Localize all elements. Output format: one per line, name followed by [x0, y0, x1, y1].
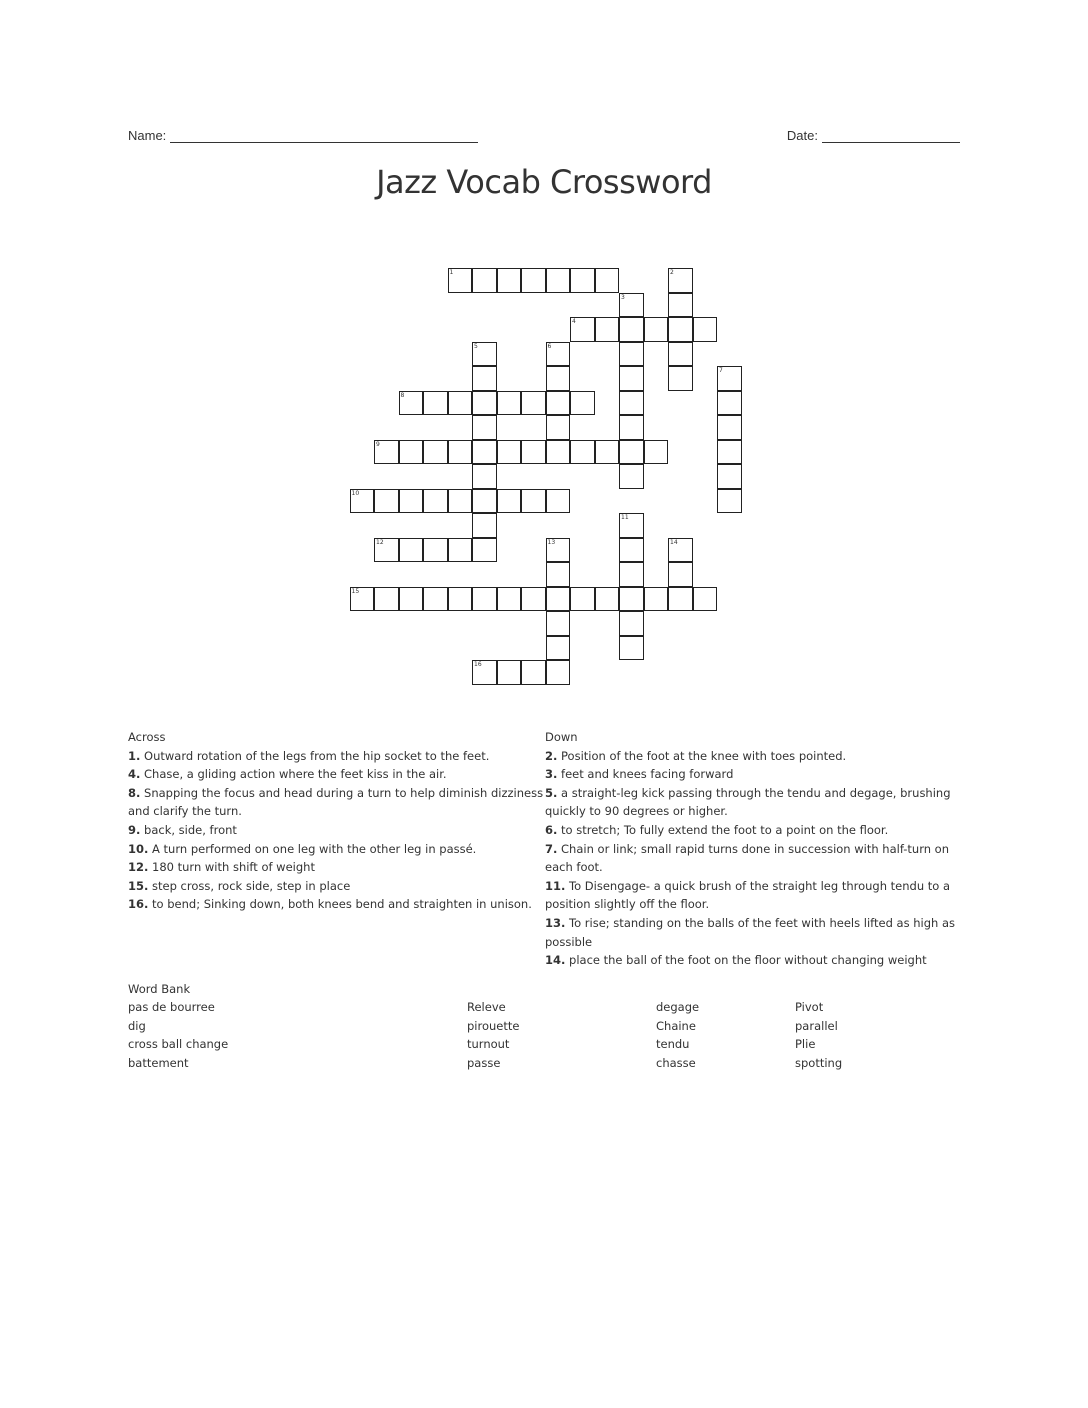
grid-cell[interactable]: [546, 391, 571, 416]
grid-cell[interactable]: [472, 415, 497, 440]
grid-cell[interactable]: [619, 562, 644, 587]
grid-cell[interactable]: [472, 587, 497, 612]
grid-cell[interactable]: [521, 268, 546, 293]
clue-text: To rise; standing on the balls of the feet with heels lifted as high as possible: [545, 915, 955, 949]
grid-cell[interactable]: [570, 587, 595, 612]
cell-number: 3: [621, 293, 625, 301]
cell-number: 6: [547, 342, 552, 350]
grid-cell[interactable]: [350, 587, 375, 612]
grid-cell[interactable]: [374, 489, 399, 514]
clue-number: 3.: [545, 767, 558, 782]
grid-cell[interactable]: [668, 268, 693, 293]
grid-cell[interactable]: [668, 342, 693, 367]
clue-number: 13.: [545, 915, 566, 930]
grid-cell[interactable]: [472, 513, 497, 538]
grid-cell[interactable]: [448, 538, 473, 563]
cell-number: 7: [719, 367, 723, 374]
across-clue: [128, 747, 548, 766]
grid-cell[interactable]: [472, 342, 497, 367]
cell-number: 2: [670, 269, 674, 276]
clue-number: 15.: [128, 878, 149, 893]
across-clue: [128, 858, 548, 877]
clue-number: 9.: [128, 822, 141, 837]
word-bank-item: degage: [656, 1000, 700, 1014]
grid-cell[interactable]: [521, 660, 546, 685]
grid-cell[interactable]: [546, 415, 571, 440]
grid-cell[interactable]: [619, 391, 644, 416]
clue-number: 10.: [128, 841, 149, 856]
clue-text: to stretch; To fully extend the foot to a point on the floor.: [557, 822, 889, 837]
clue-number: 16.: [128, 897, 149, 912]
word-bank-item: tendu: [656, 1037, 690, 1052]
clue-number: 12.: [128, 860, 149, 875]
grid-cell[interactable]: [546, 538, 571, 563]
word-bank-item: turnout: [467, 1037, 510, 1052]
grid-cell[interactable]: [497, 268, 522, 293]
word-bank-item: pas de bourree: [128, 1000, 215, 1014]
clue-number: 11.: [545, 878, 566, 893]
grid-cell[interactable]: [619, 538, 644, 563]
clue-text: Outward rotation of the legs from the hip socket to the feet.: [140, 748, 490, 763]
grid-cell[interactable]: [546, 587, 571, 612]
cell-number: 14: [670, 538, 678, 546]
grid-cell[interactable]: [619, 464, 644, 489]
cell-number: 11: [621, 514, 629, 521]
cell-number: 13: [547, 538, 556, 546]
down-clue: [545, 765, 965, 784]
grid-cell[interactable]: [717, 489, 742, 514]
across-clue: [128, 840, 548, 859]
word-bank-list: [128, 998, 960, 1078]
clue-text: feet and knees facing forward: [557, 767, 734, 782]
grid-cell[interactable]: [717, 366, 742, 391]
grid-cell[interactable]: [546, 562, 571, 587]
grid-cell[interactable]: [448, 391, 473, 416]
cell-number: 10: [351, 489, 360, 497]
grid-cell[interactable]: [399, 489, 424, 514]
grid-cell[interactable]: [423, 538, 448, 563]
grid-cell[interactable]: [570, 317, 595, 342]
grid-cell[interactable]: [497, 440, 522, 465]
grid-cell[interactable]: [399, 391, 424, 416]
clue-text: 180 turn with shift of weight: [148, 860, 315, 875]
grid-cell[interactable]: [497, 587, 522, 612]
word-bank: [128, 980, 960, 1078]
grid-cell[interactable]: [399, 440, 424, 465]
down-heading: Down: [545, 730, 578, 744]
cell-number: 4: [572, 318, 576, 325]
word-bank-item: chasse: [656, 1055, 696, 1070]
down-clue: [545, 914, 965, 951]
grid-cell[interactable]: [570, 391, 595, 416]
grid-cell[interactable]: [619, 513, 644, 538]
word-bank-item: spotting: [795, 1055, 843, 1070]
grid-cell[interactable]: [644, 587, 669, 612]
clue-text: to bend; Sinking down, both knees bend and straighten in unison.: [148, 897, 532, 912]
clue-number: 4.: [128, 767, 141, 782]
grid-cell[interactable]: [619, 587, 644, 612]
grid-cell[interactable]: [448, 489, 473, 514]
grid-cell[interactable]: [595, 587, 620, 612]
grid-cell[interactable]: [644, 317, 669, 342]
grid-cell[interactable]: [619, 636, 644, 661]
grid-cell[interactable]: [448, 587, 473, 612]
grid-cell[interactable]: [595, 317, 620, 342]
word-bank-item: Plie: [795, 1037, 816, 1052]
grid-cell[interactable]: [423, 391, 448, 416]
cell-number: 15: [351, 587, 360, 595]
word-bank-item: battement: [128, 1055, 189, 1070]
grid-cell[interactable]: [693, 587, 718, 612]
grid-cell[interactable]: [497, 660, 522, 685]
grid-cell[interactable]: [472, 464, 497, 489]
clue-number: 6.: [545, 822, 558, 837]
clue-text: A turn performed on one leg with the other leg in passé.: [148, 841, 477, 856]
grid-cell[interactable]: [668, 293, 693, 318]
grid-cell[interactable]: [570, 440, 595, 465]
grid-cell[interactable]: [546, 366, 571, 391]
grid-cell[interactable]: [619, 342, 644, 367]
grid-cell[interactable]: [472, 391, 497, 416]
grid-cell[interactable]: [521, 489, 546, 514]
down-clue: [545, 747, 965, 766]
grid-cell[interactable]: [521, 587, 546, 612]
grid-cell[interactable]: [472, 268, 497, 293]
grid-cell[interactable]: [472, 660, 497, 685]
across-clue: [128, 877, 548, 896]
across-clues: [128, 728, 548, 914]
grid-cell[interactable]: [399, 587, 424, 612]
word-bank-heading: Word Bank: [128, 982, 191, 996]
grid-cell[interactable]: [497, 391, 522, 416]
grid-cell[interactable]: [595, 440, 620, 465]
across-heading: Across: [128, 730, 166, 744]
cell-number: 12: [376, 538, 384, 546]
grid-cell[interactable]: [423, 587, 448, 612]
grid-cell[interactable]: [546, 611, 571, 636]
grid-cell[interactable]: [423, 489, 448, 514]
page-title: Jazz Vocab Crossword: [376, 163, 712, 201]
grid-cell[interactable]: [374, 538, 399, 563]
grid-cell[interactable]: [668, 317, 693, 342]
clue-text: a straight-leg kick passing through the tendu and degage, brushing quickly to 90 degrees or higher.: [545, 785, 951, 819]
across-clue: [128, 765, 548, 784]
grid-cell[interactable]: [546, 342, 571, 367]
grid-cell[interactable]: [448, 268, 473, 293]
clue-text: back, side, front: [140, 822, 237, 837]
clue-number: 14.: [545, 953, 566, 968]
name-label: Name:: [128, 128, 167, 143]
clue-text: Position of the foot at the knee with toes pointed.: [557, 748, 847, 763]
word-bank-item: dig: [128, 1018, 146, 1033]
across-clue: [128, 821, 548, 840]
clue-number: 1.: [128, 748, 141, 763]
across-clue: [128, 784, 548, 821]
grid-cell[interactable]: [668, 366, 693, 391]
cell-number: 8: [400, 391, 405, 399]
clue-text: Chase, a gliding action where the feet kiss in the air.: [140, 767, 447, 782]
grid-cell[interactable]: [717, 415, 742, 440]
grid-cell[interactable]: [546, 660, 571, 685]
clue-number: 2.: [545, 748, 558, 763]
word-bank-item: cross ball change: [128, 1037, 229, 1052]
grid-cell[interactable]: [374, 440, 399, 465]
clue-text: place the ball of the foot on the floor without changing weight: [565, 953, 927, 968]
grid-cell[interactable]: [472, 489, 497, 514]
grid-cell[interactable]: [619, 611, 644, 636]
cell-number: 1: [449, 269, 454, 276]
grid-cell[interactable]: [350, 489, 375, 514]
grid-cell[interactable]: [717, 440, 742, 465]
date-label: Date:: [786, 128, 818, 143]
grid-cell[interactable]: [619, 293, 644, 318]
clue-number: 5.: [545, 785, 558, 800]
clue-text: step cross, rock side, step in place: [148, 878, 351, 893]
word-bank-item: Pivot: [795, 1000, 824, 1014]
grid-cell[interactable]: [374, 587, 399, 612]
word-bank-item: passe: [467, 1055, 501, 1070]
grid-cell[interactable]: [399, 538, 424, 563]
grid-cell[interactable]: [472, 440, 497, 465]
grid-cell[interactable]: [668, 562, 693, 587]
grid-cell[interactable]: [595, 268, 620, 293]
cell-number: 9: [376, 440, 380, 448]
grid-cell[interactable]: [717, 464, 742, 489]
grid-cell[interactable]: [546, 636, 571, 661]
across-clue: [128, 895, 548, 914]
grid-cell[interactable]: [619, 415, 644, 440]
grid-cell[interactable]: [521, 391, 546, 416]
grid-cell[interactable]: [619, 366, 644, 391]
grid-cell[interactable]: [448, 440, 473, 465]
clue-text: To Disengage- a quick brush of the straight leg through tendu to a position slightly off the floor.: [545, 878, 951, 912]
grid-cell[interactable]: [668, 587, 693, 612]
down-clue: [545, 784, 965, 821]
grid-cell[interactable]: [693, 317, 718, 342]
grid-cell[interactable]: [546, 489, 571, 514]
word-bank-item: Releve: [467, 1000, 506, 1014]
grid-cell[interactable]: [668, 538, 693, 563]
grid-cell[interactable]: [423, 440, 448, 465]
cell-number: 16: [474, 661, 482, 668]
down-clue: [545, 877, 965, 914]
grid-cell[interactable]: [717, 391, 742, 416]
down-clues: [545, 728, 965, 970]
clue-number: 7.: [545, 841, 558, 856]
word-bank-item: Chaine: [656, 1018, 696, 1033]
down-clue: [545, 821, 965, 840]
clue-text: Snapping the focus and head during a turn to help diminish dizziness and clarify the turn.: [128, 785, 544, 819]
grid-cell[interactable]: [521, 440, 546, 465]
cell-number: 5: [474, 342, 478, 350]
grid-cell[interactable]: [497, 489, 522, 514]
down-clue: [545, 951, 965, 970]
grid-cell[interactable]: [546, 268, 571, 293]
clue-number: 8.: [128, 785, 141, 800]
word-bank-item: pirouette: [467, 1018, 520, 1033]
grid-cell[interactable]: [570, 268, 595, 293]
clue-text: Chain or link; small rapid turns done in succession with half-turn on each foot.: [545, 841, 949, 875]
down-clue: [545, 840, 965, 877]
grid-cell[interactable]: [619, 317, 644, 342]
grid-cell[interactable]: [546, 440, 571, 465]
grid-cell[interactable]: [472, 366, 497, 391]
grid-cell[interactable]: [644, 440, 669, 465]
crossword-grid: [0, 0, 1088, 700]
word-bank-item: parallel: [795, 1018, 838, 1033]
grid-cell[interactable]: [619, 440, 644, 465]
grid-cell[interactable]: [472, 538, 497, 563]
